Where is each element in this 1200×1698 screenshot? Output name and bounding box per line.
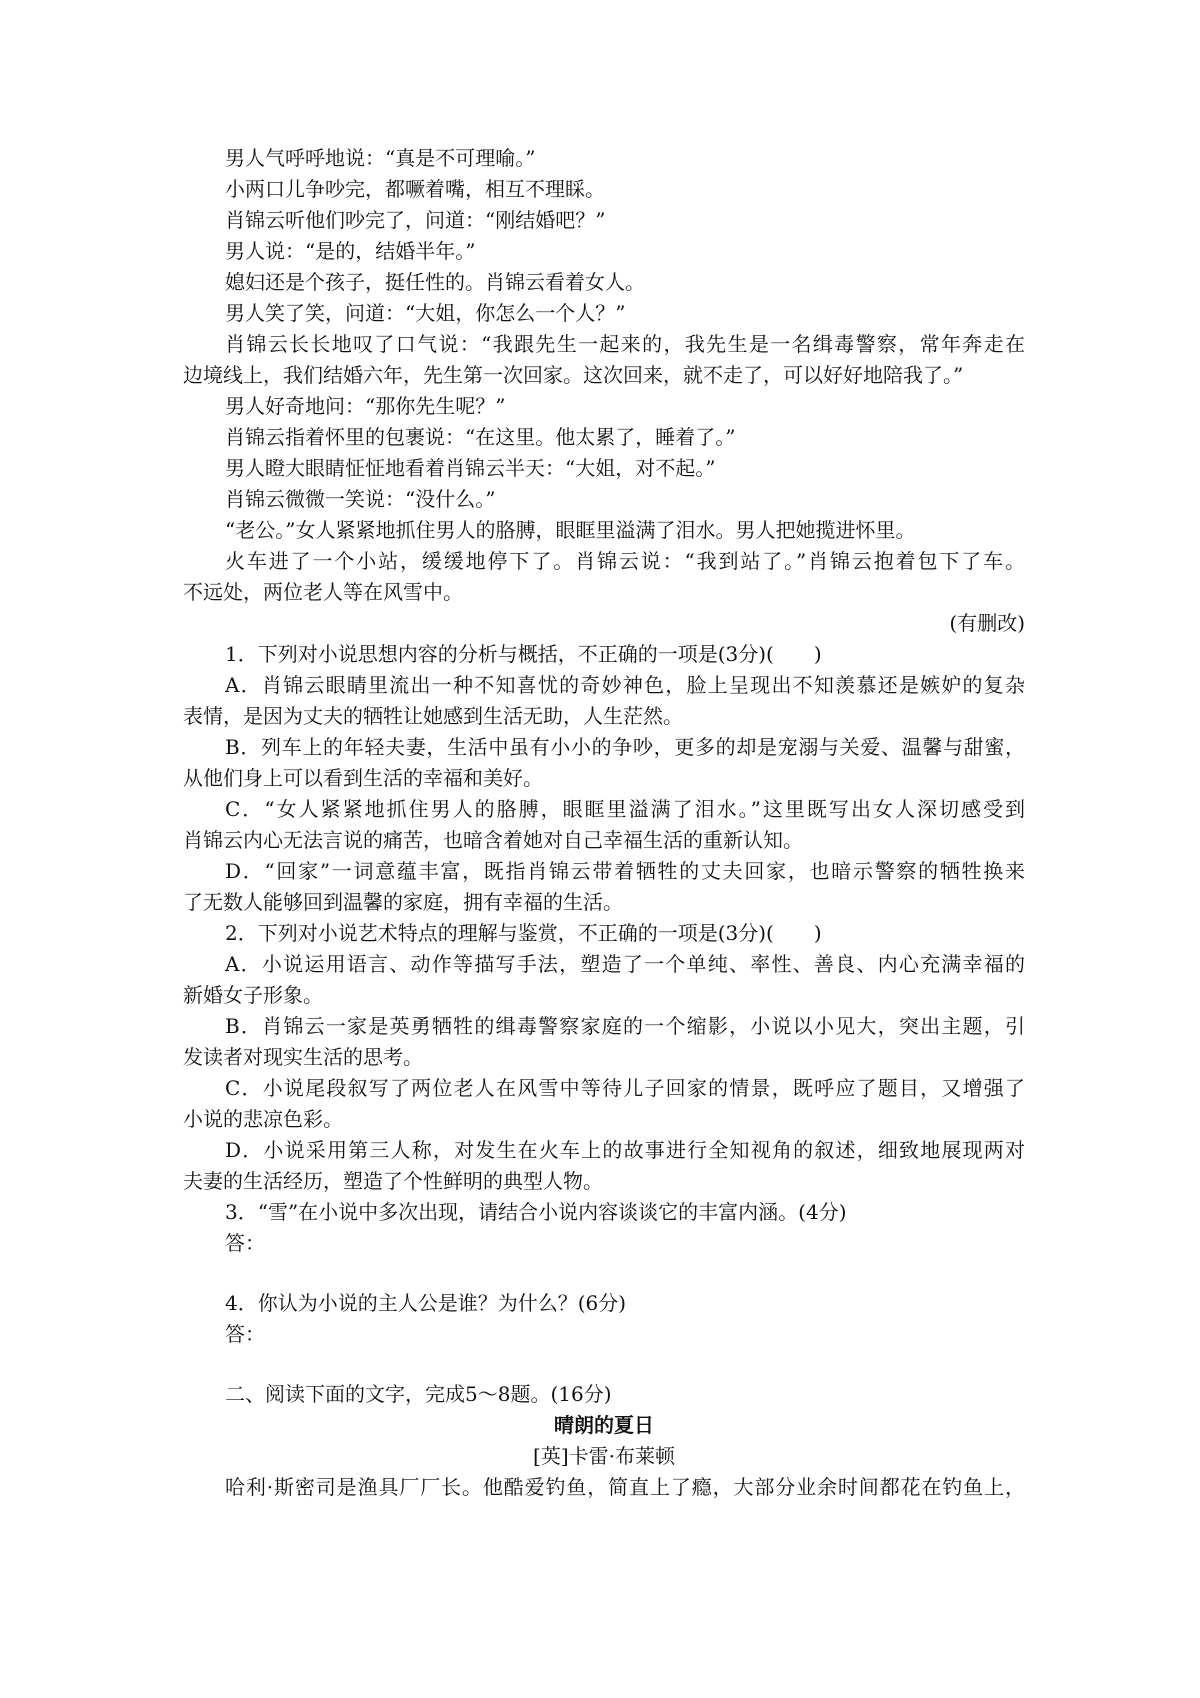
story-line: 边境线上，我们结婚六年，先生第一次回家。这次回来，就不走了，可以好好地陪我了。” (183, 363, 964, 387)
document-page (183, 143, 1025, 1503)
question-1-stem: 1．下列对小说思想内容的分析与概括，不正确的一项是(3分)( ) (225, 642, 822, 666)
question-1-option-b: B．列车上的年轻夫妻，生活中虽有小小的争吵，更多的却是宠溺与关爱、温馨与甜蜜， (225, 735, 1025, 759)
question-2-option-a: A．小说运用语言、动作等描写手法，塑造了一个单纯、率性、善良、内心充满幸福的 (225, 952, 1025, 976)
story-line: 肖锦云长长地叹了口气说：“我跟先生一起来的，我先生是一名缉毒警察，常年奔走在 (225, 332, 1025, 356)
question-3-stem: 3．“雪”在小说中多次出现，请结合小说内容谈谈它的丰富内涵。(4分) (225, 1200, 847, 1224)
story-line: 肖锦云微微一笑说：“没什么。” (225, 487, 496, 511)
story-line: 男人气呼呼地说：“真是不可理喻。” (225, 146, 536, 170)
answer-space (183, 1350, 1025, 1379)
story-line: 男人笑了笑，问道：“大姐，你怎么一个人？” (225, 301, 626, 325)
question-2-option-c: C．小说尾段叙写了两位老人在风雪中等待儿子回家的情景，既呼应了题目，又增强了 (225, 1076, 1025, 1100)
question-1-option-d: D．“回家”一词意蕴丰富，既指肖锦云带着牺牲的丈夫回家，也暗示警察的牺牲换来 (225, 859, 1025, 883)
story-line: 男人好奇地问：“那你先生呢？” (225, 394, 506, 418)
story-line: 媳妇还是个孩子，挺任性的。肖锦云看着女人。 (225, 270, 645, 294)
question-1-option-d-cont: 了无数人能够回到温馨的家庭，拥有幸福的生活。 (183, 890, 623, 914)
question-2-option-d-cont: 夫妻的生活经历，塑造了个性鲜明的典型人物。 (183, 1169, 603, 1193)
story-line: “老公。”女人紧紧地抓住男人的胳膊，眼眶里溢满了泪水。男人把她揽进怀里。 (225, 518, 916, 542)
answer-space (183, 1259, 1025, 1288)
story-line: 肖锦云听他们吵完了，问道：“刚结婚吧？” (225, 208, 606, 232)
story-line: 肖锦云指着怀里的包裹说：“在这里。他太累了，睡着了。” (225, 425, 736, 449)
question-4-stem: 4．你认为小说的主人公是谁？为什么？(6分) (225, 1291, 627, 1315)
question-2-option-b-cont: 发读者对现实生活的思考。 (183, 1045, 423, 1069)
passage-author: [英]卡雷·布莱顿 (533, 1444, 675, 1468)
question-2-option-a-cont: 新婚女子形象。 (183, 983, 323, 1007)
question-1-option-b-cont: 从他们身上可以看到生活的幸福和美好。 (183, 766, 543, 790)
passage-first-line: 哈利·斯密司是渔具厂厂长。他酷爱钓鱼，简直上了瘾，大部分业余时间都花在钓鱼上， (225, 1475, 1025, 1499)
story-line: 男人瞪大眼睛怔怔地看着肖锦云半天：“大姐，对不起。” (225, 456, 716, 480)
passage-title: 晴朗的夏日 (554, 1413, 654, 1437)
source-note: (有删改) (949, 611, 1025, 635)
question-1-option-c: C．“女人紧紧地抓住男人的胳膊，眼眶里溢满了泪水。”这里既写出女人深切感受到 (225, 797, 1025, 821)
story-line: 不远处，两位老人等在风雪中。 (183, 580, 463, 604)
question-3-answer-label: 答： (225, 1231, 265, 1255)
story-line: 男人说：“是的，结婚半年。” (225, 239, 476, 263)
question-2-option-d: D．小说采用第三人称，对发生在火车上的故事进行全知视角的叙述，细致地展现两对 (225, 1138, 1025, 1162)
question-2-option-c-cont: 小说的悲凉色彩。 (183, 1107, 343, 1131)
question-1-option-a: A．肖锦云眼睛里流出一种不知喜忧的奇妙神色，脸上呈现出不知羡慕还是嫉妒的复杂 (225, 673, 1025, 697)
question-1-option-c-cont: 肖锦云内心无法言说的痛苦，也暗含着她对自己幸福生活的重新认知。 (183, 828, 803, 852)
question-4-answer-label: 答： (225, 1322, 265, 1346)
story-line: 火车进了一个小站，缓缓地停下了。肖锦云说：“我到站了。”肖锦云抱着包下了车。 (225, 549, 1025, 573)
question-1-option-a-cont: 表情，是因为丈夫的牺牲让她感到生活无助，人生茫然。 (183, 704, 683, 728)
question-2-option-b: B．肖锦云一家是英勇牺牲的缉毒警察家庭的一个缩影，小说以小见大，突出主题，引 (225, 1014, 1025, 1038)
story-line: 小两口儿争吵完，都噘着嘴，相互不理睬。 (225, 177, 605, 201)
question-2-stem: 2．下列对小说艺术特点的理解与鉴赏，不正确的一项是(3分)( ) (225, 921, 822, 945)
section-2-heading: 二、阅读下面的文字，完成5～8题。(16分) (225, 1382, 612, 1406)
